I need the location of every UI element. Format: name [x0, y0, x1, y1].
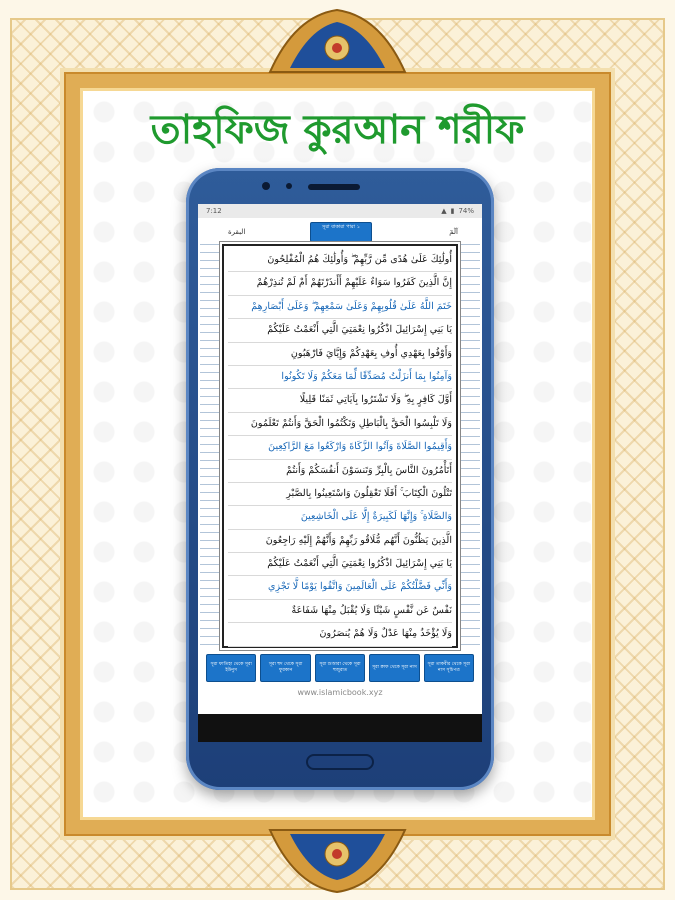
app-title: তাহফিজ কুরআন শরীফ — [150, 107, 525, 153]
battery-level: 74% — [458, 207, 474, 215]
header-left-label: البقرة — [228, 228, 246, 236]
verse-line: وَأَقِيمُوا الصَّلَاةَ وَآتُوا الزَّكَاةَ وَارْكَعُوا مَعَ الرَّاكِعِينَ — [228, 436, 452, 459]
verse-line: وَلَا تَلْبِسُوا الْحَقَّ بِالْبَاطِلِ وَتَكْتُمُوا الْحَقَّ وَأَنتُمْ تَعْلَمُونَ — [228, 413, 452, 436]
surah-range-button-2[interactable]: সূরা হুদ থেকে সূরা ফুরকান — [260, 654, 310, 682]
header-right-label: آلٓمٓ — [449, 228, 458, 236]
verse-line: وَآمِنُوا بِمَا أَنزَلْتُ مُصَدِّقًا لِّمَا مَعَكُمْ وَلَا تَكُونُوا — [228, 366, 452, 389]
verse-line: يَا بَنِي إِسْرَائِيلَ اذْكُرُوا نِعْمَتِيَ الَّتِي أَنْعَمْتُ عَلَيْكُمْ — [228, 553, 452, 576]
home-button[interactable] — [306, 754, 374, 770]
verse-line: يَا بَنِي إِسْرَائِيلَ اذْكُرُوا نِعْمَتِيَ الَّتِي أَنْعَمْتُ عَلَيْكُمْ — [228, 319, 452, 342]
verse-line: نَفْسٌ عَن نَّفْسٍ شَيْئًا وَلَا يُقْبَلُ مِنْهَا شَفَاعَةٌ — [228, 600, 452, 623]
phone-screen — [198, 204, 482, 742]
status-time: 7:12 — [206, 207, 222, 215]
page-header — [228, 228, 458, 236]
surah-range-button-4[interactable]: সূরা ক্বাফ থেকে সূরা নাস — [369, 654, 419, 682]
verse-line: وَالصَّلَاةِ ۚ وَإِنَّهَا لَكَبِيرَةٌ إِلَّا عَلَى الْخَاشِعِينَ — [228, 506, 452, 529]
verse-index-left-margin — [200, 244, 220, 648]
verse-line: أَوَّلَ كَافِرٍ بِهِ ۖ وَلَا تَشْتَرُوا بِآيَاتِي ثَمَنًا قَلِيلًا — [228, 389, 452, 412]
verse-line: تَتْلُونَ الْكِتَابَ ۚ أَفَلَا تَعْقِلُونَ وَاسْتَعِينُوا بِالصَّبْرِ — [228, 483, 452, 506]
verse-line: وَأَنِّي فَضَّلْتُكُمْ عَلَى الْعَالَمِينَ وَاتَّقُوا يَوْمًا لَّا تَجْزِي — [228, 576, 452, 599]
verse-line: إِنَّ الَّذِينَ كَفَرُوا سَوَاءٌ عَلَيْهِمْ أَأَنذَرْتَهُمْ أَمْ لَمْ تُنذِرْهُمْ — [228, 272, 452, 295]
verse-line: الَّذِينَ يَظُنُّونَ أَنَّهُم مُّلَاقُو رَبِّهِمْ وَأَنَّهُمْ إِلَيْهِ رَاجِعُونَ — [228, 530, 452, 553]
surah-range-button-3[interactable]: সূরা শুআরা থেকে সূরা হুজুরাত — [315, 654, 365, 682]
ornament-medallion-bottom — [265, 826, 410, 896]
verse-line: وَأَوْفُوا بِعَهْدِي أُوفِ بِعَهْدِكُمْ وَإِيَّايَ فَارْهَبُونِ — [228, 343, 452, 366]
signal-icon: ▲ — [441, 207, 447, 215]
surah-badge-button[interactable]: সূরা বাকারা পারা ১ — [310, 222, 372, 242]
verse-line: وَلَا يُؤْخَذُ مِنْهَا عَدْلٌ وَلَا هُمْ يُنصَرُونَ — [228, 623, 452, 646]
verse-line: أُولَٰئِكَ عَلَىٰ هُدًى مِّن رَّبِّهِمْ ۖ وَأُولَٰئِكَ هُمُ الْمُفْلِحُونَ — [228, 249, 452, 272]
surah-range-button-1[interactable]: সূরা ফাতিহা থেকে সূরা ইউনুস — [206, 654, 256, 682]
verse-line: خَتَمَ اللَّهُ عَلَىٰ قُلُوبِهِمْ وَعَلَىٰ سَمْعِهِمْ ۖ وَعَلَىٰ أَبْصَارِهِمْ — [228, 296, 452, 319]
ornament-medallion-top — [265, 6, 410, 76]
phone-mockup — [186, 168, 494, 790]
surah-range-button-5[interactable]: সূরা তাকবীর থেকে সূরা নাস সূচিপত্র — [424, 654, 474, 682]
surah-navigation-bar — [206, 654, 474, 682]
website-url: www.islamicbook.xyz — [297, 688, 383, 697]
front-camera-icon — [262, 182, 270, 190]
earpiece-speaker — [308, 184, 360, 190]
battery-icon: ▮ — [450, 207, 455, 215]
sensor-icon — [286, 183, 292, 189]
quran-page-text[interactable] — [222, 244, 458, 648]
verse-line: أَتَأْمُرُونَ النَّاسَ بِالْبِرِّ وَتَنسَوْنَ أَنفُسَكُمْ وَأَنتُمْ — [228, 460, 452, 483]
system-navigation-bar — [198, 714, 482, 742]
verse-index-right-margin — [460, 244, 480, 648]
status-bar — [198, 204, 482, 218]
